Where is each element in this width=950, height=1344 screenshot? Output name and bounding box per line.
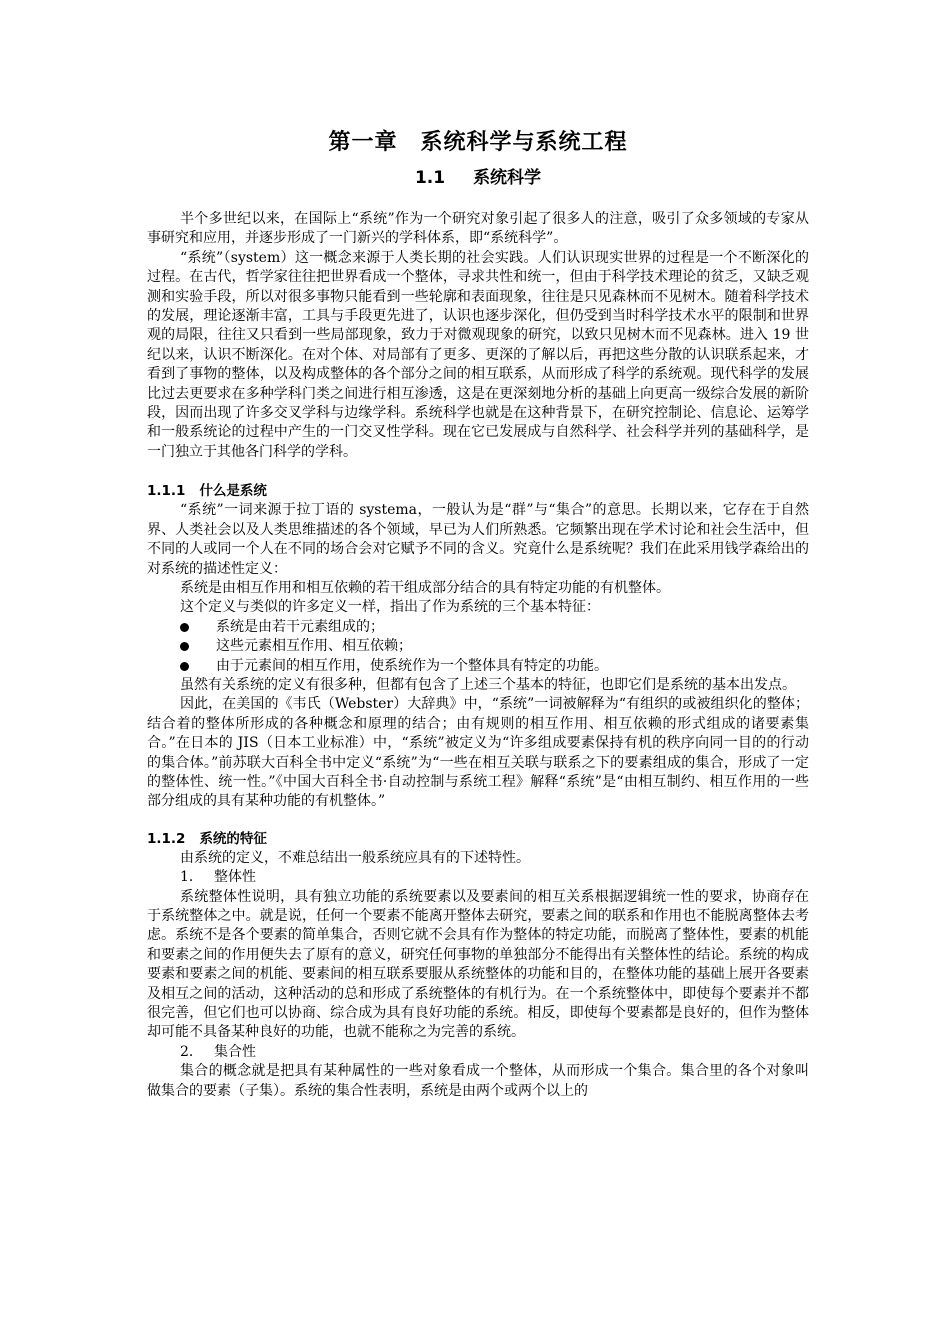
paragraph-system-origin: “系统”一词来源于拉丁语的 systema，一般认为是“群”与“集合”的意思。长期以来，它存在于自然界、人类社会以及人类思维描述的各个领域，早已为人们所熟悉。它频繁出现在学术讨论和社会生活中，但不同的人或同一个人在不同的场合会对它赋予不同的含义。究竟什么是系统呢？我们在此采用钱学森给出的对系统的描述性定义： [147,502,809,577]
section-title-text: 系统科学 [473,168,542,188]
subsection-number: 1.1.2 [147,830,186,847]
numbered-item-wholeness [147,868,809,887]
bullet-text: 系统是由若干元素组成的； [216,618,384,635]
paragraph-wholeness: 系统整体性说明，具有独立功能的系统要素以及要素间的相互关系根据逻辑统一性的要求，协商存在于系统整体之中。就是说，任何一个要素不能离开整体去研究，要素之间的联系和作用也不能脱离整体去考虑。系统不是各个要素的简单集合，否则它就不会具有作为整体的特定功能，而脱离了整体性，要素的机能和要素之间的作用便失去了原有的意义，研究任何事物的单独部分不能得出有关整体性的结论。系统的构成要素和要素之间的机能、要素间的相互联系要服从系统整体的功能和目的，在整体功能的基础上展开各要素及相互之间的活动，这种活动的总和形成了系统整体的有机行为。在一个系统整体中，即使每个要素并不都很完善，但它们也可以协商、综合成为具有良好功能的系统。相反，即使每个要素都是良好的，但作为整体却可能不具备某种良好的功能，也就不能称之为完善的系统。 [147,888,809,1041]
numbered-item-collectivity [147,1043,809,1062]
paragraph-basic-features: 虽然有关系统的定义有很多种，但都有包含了上述三个基本的特征，也即它们是系统的基本出发点。 [180,676,796,693]
subsection-number: 1.1.1 [147,483,186,500]
paragraph-definition: 系统是由相互作用和相互依赖的若干组成部分结合的具有特定功能的有机整体。 [180,579,670,596]
item-number: 2． [180,1043,203,1060]
subsection-title: 什么是系统 [199,483,267,500]
section-title [147,166,809,190]
item-label: 整体性 [214,869,256,886]
paragraph-characteristics-intro: 由系统的定义，不难总结出一般系统应具有的下述特性。 [180,849,530,866]
spacer [147,812,809,829]
spacer [147,462,809,481]
section-number: 1.1 [414,168,446,188]
paragraph-features-intro: 这个定义与类似的许多定义一样，指出了作为系统的三个基本特征： [180,599,600,616]
document-page [147,118,809,1101]
intro-paragraph-1: 半个多世纪以来，在国际上“系统”作为一个研究对象引起了很多人的注意，吸引了众多领域的专家从事研究和应用，并逐步形成了一门新兴的学科体系，即“系统科学”。 [147,211,809,247]
bullet-item [147,657,809,676]
bullet-text: 由于元素间的相互作用，使系统作为一个整体具有特定的功能。 [216,657,608,674]
item-number: 1． [180,869,203,886]
paragraph-collectivity: 集合的概念就是把具有某种属性的一些对象看成一个整体，从而形成一个集合。集合里的各个对象叫做集合的要素（子集）。系统的集合性表明，系统是由两个或两个以上的 [147,1063,809,1099]
subsection-title: 系统的特征 [199,830,267,847]
subsection-heading-1-1-2 [147,829,809,849]
paragraph-definitions-cited: 因此，在美国的《韦氏（Webster）大辞典》中，“系统”一词被解释为“有组织的或被组织化的整体；结合着的整体所形成的各种概念和原理的结合；由有规则的相互作用、相互依赖的形式组成的诸要素集合。”在日本的 JIS（日本工业标准）中，“系统”被定义为“许多组成要素保持有机的秩序向同一目的的行动的集合体。”前苏联大百科全书中定义“系统”为“一些在相互关联与联系之下的要素组成的集合，形成了一定的整体性、统一性。”《中国大百科全书·自动控制与系统工程》解释“系统”是“由相互制约、相互作用的一些部分组成的具有某种功能的有机整体。” [147,696,809,810]
bullet-icon [180,623,189,632]
intro-paragraph-2: “系统”（system）这一概念来源于人类长期的社会实践。人们认识现实世界的过程是一个不断深化的过程。在古代，哲学家往往把世界看成一个整体，寻求共性和统一，但由于科学技术理论的贫乏，又缺乏观测和实验手段，所以对很多事物只能看到一些轮廓和表面现象，往往是只见森林而不见树木。随着科学技术的发展，理论逐渐丰富，工具与手段更先进了，认识也逐步深化，但仍受到当时科学技术水平的限制和世界观的局限，往往又只看到一些局部现象，致力于对微观现象的研究，以致只见树木而不见森林。进入 19 世纪以来，认识不断深化。在对个体、对局部有了更多、更深的了解以后，再把这些分散的认识联系起来，才看到了事物的整体，以及构成整体的各个部分之间的相互联系，从而形成了科学的系统观。现代科学的发展比过去更要求在多种学科门类之间进行相互渗透，这是在更深刻地分析的基础上向更高一级综合发展的新阶段，因而出现了许多交叉学科与边缘学科。系统科学也就是在这种背景下，在研究控制论、信息论、运筹学和一般系统论的过程中产生的一门交叉性学科。现在它已发展成与自然科学、社会科学并列的基础科学，是一门独立于其他各门科学的学科。 [147,249,809,460]
bullet-text: 这些元素相互作用、相互依赖； [216,638,412,655]
bullet-icon [180,642,189,651]
bullet-icon [180,662,189,671]
bullet-item [147,618,809,637]
chapter-title: 第一章 系统科学与系统工程 [328,130,628,155]
item-label: 集合性 [214,1043,256,1060]
subsection-heading-1-1-1 [147,481,809,501]
bullet-item [147,637,809,656]
